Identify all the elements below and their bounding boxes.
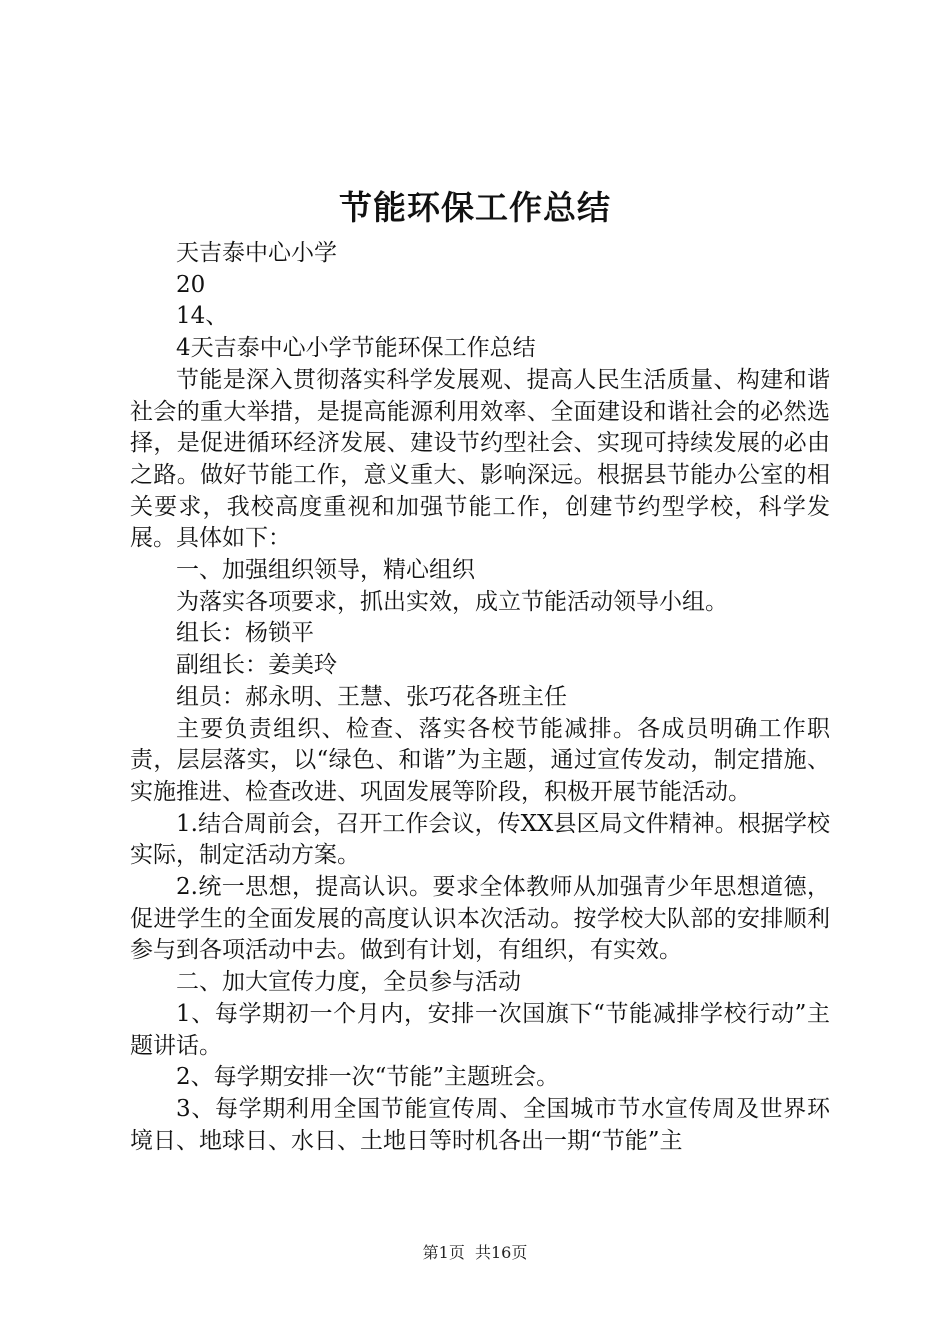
- list-item: 2.统一思想，提高认识。要求全体教师从加强青少年思想道德，促进学生的全面发展的高度认识本次活动。按学校大队部的安排顺利参与到各项活动中去。做到有计划，有组织，有实效。: [130, 874, 830, 964]
- team-deputy-leader: 副组长：姜美玲: [176, 652, 337, 679]
- section-heading: 二、加大宣传力度，全员参与活动: [176, 969, 521, 996]
- school-name: 天吉泰中心小学: [176, 240, 337, 266]
- list-item: 1.结合周前会，召开工作会议，传XX县区局文件精神。根据学校实际，制定活动方案。: [130, 810, 830, 869]
- team-leader: 组长：杨锁平: [176, 620, 314, 647]
- page-title: 节能环保工作总结: [339, 188, 611, 227]
- list-item: 1、每学期初一个月内，安排一次国旗下“节能减排学校行动”主题讲话。: [130, 1000, 830, 1059]
- date-year-part: 14、: [176, 303, 229, 330]
- team-members: 组员：郝永明、王慧、张巧花各班主任: [176, 683, 567, 710]
- section-heading: 一、加强组织领导，精心组织: [176, 557, 475, 584]
- subtitle: 4天吉泰中心小学节能环保工作总结: [176, 335, 536, 362]
- page-number: 第1页 共16页: [422, 1243, 528, 1262]
- date-year-part: 20: [176, 271, 206, 298]
- body-paragraph: 主要负责组织、检查、落实各校节能减排。各成员明确工作职责，层层落实，以“绿色、和谐”为主题，通过宣传发动，制定措施、实施推进、检查改进、巩固发展等阶段，积极开展节能活动。: [130, 715, 830, 805]
- list-item: 3、每学期利用全国节能宣传周、全国城市节水宣传周及世界环境日、地球日、水日、土地日等时机各出一期“节能”主: [130, 1095, 830, 1154]
- body-paragraph: 为落实各项要求，抓出实效，成立节能活动领导小组。: [176, 588, 728, 615]
- document-body: [130, 238, 830, 1157]
- body-paragraph: 节能是深入贯彻落实科学发展观、提高人民生活质量、构建和谐社会的重大举措，是提高能源利用效率、全面建设和谐社会的必然选择，是促进循环经济发展、建设节约型社会、实现可持续发展的必由之路。做好节能工作，意义重大、影响深远。根据县节能办公室的相关要求，我校高度重视和加强节能工作，创建节约型学校，科学发展。具体如下：: [130, 366, 830, 552]
- list-item: 2、每学期安排一次“节能”主题班会。: [176, 1064, 560, 1091]
- page-footer: [0, 1243, 950, 1263]
